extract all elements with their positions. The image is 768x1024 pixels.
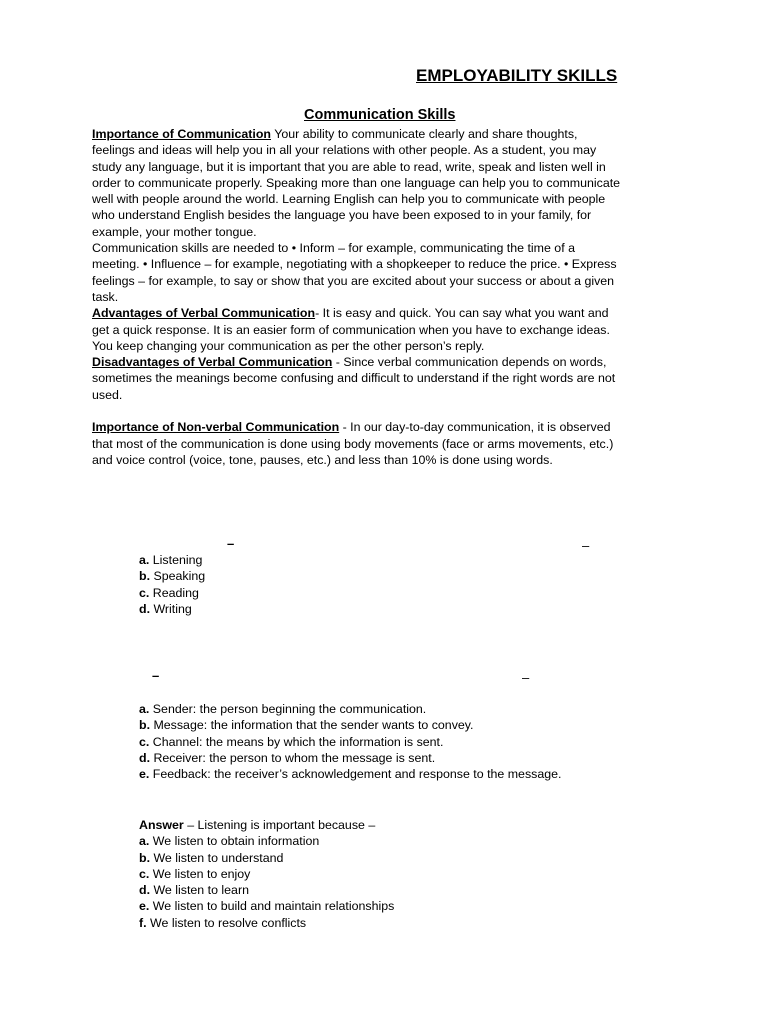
- list-item: [139, 585, 205, 601]
- list-item-text: We listen to obtain information: [149, 834, 320, 849]
- list-item-text: We listen to build and maintain relationships: [149, 899, 395, 914]
- list-item-text: Sender: the person beginning the communication.: [149, 702, 427, 716]
- nonverbal-heading: Importance of Non-verbal Communication: [92, 420, 340, 435]
- stray-dash: –: [152, 668, 160, 683]
- list-item-text: Listening: [149, 553, 203, 567]
- list-item-text: We listen to enjoy: [149, 866, 251, 881]
- importance-text: Your ability to communicate clearly and share thoughts, feelings and ideas will help you in all your relations with other people. As a student, you may study any language, but it is important that you are able to read, write, speak and listen well in order to communicate properly. Speaking more than one language can help you to communicate well with people around the world. Learning English can help you to communicate with people who understand English besides the language you have been exposed to in your family, for example, your mother tongue.: [92, 127, 621, 239]
- list-item: [139, 866, 394, 882]
- paragraph-gap: [92, 403, 622, 419]
- list-marker: b.: [139, 850, 151, 865]
- list-item: [139, 898, 394, 914]
- list-marker: a.: [139, 553, 150, 567]
- stray-dash: –: [522, 670, 530, 685]
- list-marker: d.: [139, 750, 151, 765]
- list-item: [139, 850, 394, 866]
- importance-paragraph: [92, 126, 622, 240]
- list-item: [139, 766, 561, 782]
- skills-list: [139, 552, 205, 617]
- list-marker: a.: [139, 702, 150, 716]
- stray-dash: –: [227, 536, 235, 551]
- advantages-heading: Advantages of Verbal Communication: [92, 306, 316, 321]
- list-marker: a.: [139, 834, 150, 849]
- list-item-text: Message: the information that the sender wants to convey.: [150, 718, 474, 733]
- list-marker: e.: [139, 767, 150, 782]
- advantages-paragraph: [92, 305, 622, 354]
- list-item-text: We listen to understand: [150, 850, 284, 865]
- list-marker: e.: [139, 899, 150, 914]
- list-item-text: Writing: [150, 601, 192, 616]
- list-item-text: Receiver: the person to whom the message is sent.: [150, 750, 436, 765]
- advantages-text: - It is easy and quick. You can say what you want and get a quick response. It is an easier form of communication when you have to exchange ideas. You keep changing your communication as per the other person’s reply.: [92, 306, 610, 353]
- stray-dash: –: [582, 538, 590, 553]
- document-title: EMPLOYABILITY SKILLS: [416, 66, 618, 85]
- answer-label: Answer: [139, 818, 184, 832]
- nonverbal-text: - In our day-to-day communication, it is observed that most of the communication is done using body movements (face or arms movements, etc.) and voice control (voice, tone, pauses, etc.) and less than 10% is done using words.: [92, 420, 614, 467]
- list-item: [139, 717, 561, 733]
- list-marker: c.: [139, 585, 150, 600]
- list-marker: f.: [139, 915, 147, 930]
- disadvantages-paragraph: [92, 354, 622, 403]
- list-marker: c.: [139, 866, 150, 881]
- answer-intro-text: – Listening is important because –: [183, 818, 376, 832]
- skills-needed-paragraph: Communication skills are needed to • Inform – for example, communicating the time of a meeting. • Influence – for example, negotiating with a shopkeeper to reduce the price. • Express feelings – for example, to say or show that you are excited about your success or about a given task.: [92, 241, 617, 304]
- list-item: [139, 701, 561, 717]
- list-item-text: Feedback: the receiver’s acknowledgement and response to the message.: [149, 767, 562, 782]
- list-item-text: We listen to learn: [150, 883, 249, 898]
- list-item-text: Reading: [149, 585, 199, 600]
- list-item: [139, 833, 394, 849]
- nonverbal-paragraph: [92, 419, 622, 468]
- list-item-text: Channel: the means by which the information is sent.: [149, 734, 444, 749]
- list-item: [139, 552, 205, 568]
- list-item-text: Speaking: [150, 569, 206, 584]
- section-title: Communication Skills: [304, 107, 456, 123]
- list-item: [139, 915, 394, 931]
- main-text-block: [92, 126, 622, 468]
- list-marker: d.: [139, 601, 151, 616]
- answer-block: [139, 817, 394, 931]
- list-marker: c.: [139, 734, 150, 749]
- list-item: [139, 568, 205, 584]
- list-item: [139, 734, 561, 750]
- list-item-text: We listen to resolve conflicts: [146, 915, 307, 930]
- list-item: [139, 750, 561, 766]
- list-item: [139, 882, 394, 898]
- list-item: [139, 601, 205, 617]
- list-marker: b.: [139, 569, 151, 584]
- answer-intro: [139, 817, 394, 833]
- disadvantages-text: - Since verbal communication depends on words, sometimes the meanings become confusing and difficult to understand if the right words are not used.: [92, 355, 616, 402]
- disadvantages-heading: Disadvantages of Verbal Communication: [92, 355, 333, 370]
- list-marker: d.: [139, 883, 151, 898]
- importance-heading: Importance of Communication: [92, 127, 271, 141]
- communication-elements-list: [139, 701, 561, 782]
- list-marker: b.: [139, 718, 151, 733]
